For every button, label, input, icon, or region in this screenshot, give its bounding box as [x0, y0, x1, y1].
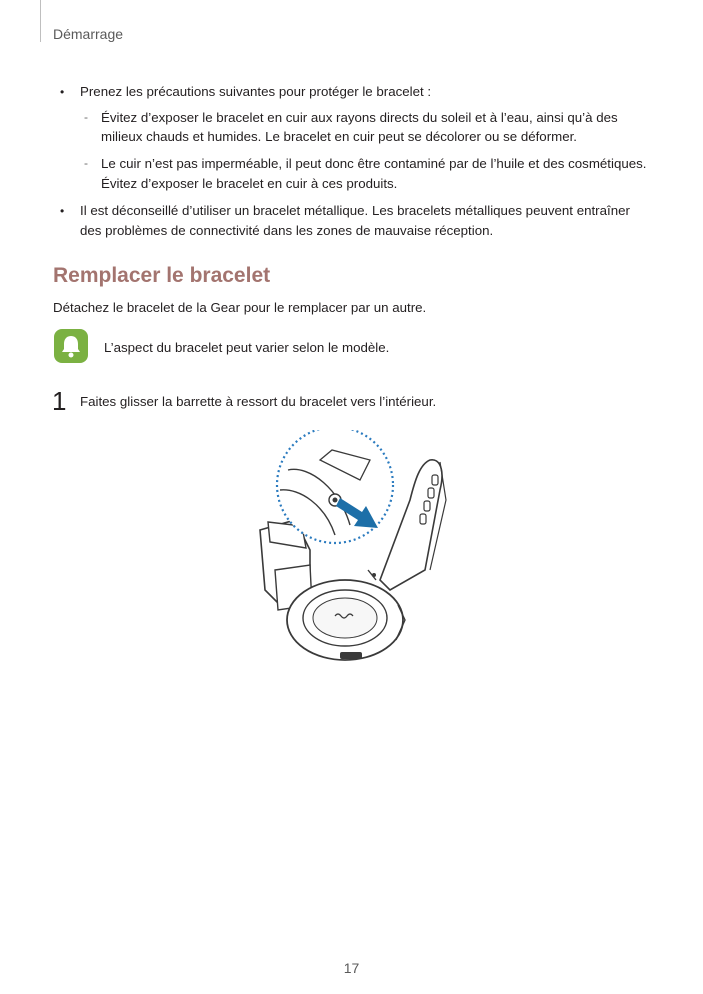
bullet-2-symbol: •: [60, 204, 65, 218]
watch-strap-illustration: [240, 430, 480, 670]
section-intro: Détachez le bracelet de la Gear pour le remplacer par un autre.: [53, 300, 427, 315]
header-title: Démarrage: [53, 26, 124, 42]
header-rule: [40, 0, 41, 42]
subitem-1-line-2: milieux chauds et humides. Le bracelet en cuir peut se décolorer ou se déformer.: [101, 129, 577, 144]
subitem-1-line-1: Évitez d’exposer le bracelet en cuir aux rayons directs du soleil et à l’eau, ainsi qu’à des: [101, 110, 618, 125]
bell-icon: [53, 328, 89, 364]
subitem-2-line-1: Le cuir n’est pas imperméable, il peut donc être contaminé par de l’huile et des cosmétiques.: [101, 156, 647, 171]
section-title: Remplacer le bracelet: [53, 264, 271, 287]
bullet-2-line-1: Il est déconseillé d’utiliser un bracelet métallique. Les bracelets métalliques peuvent entraîner: [80, 203, 630, 218]
note-text: L’aspect du bracelet peut varier selon le modèle.: [104, 340, 390, 355]
subitem-2-dash: -: [84, 156, 88, 170]
subitem-2-line-2: Évitez d’exposer le bracelet en cuir à ces produits.: [101, 176, 398, 191]
subitem-1-dash: -: [84, 110, 88, 124]
bullet-1-text: Prenez les précautions suivantes pour protéger le bracelet :: [80, 84, 432, 99]
bullet-1-symbol: •: [60, 85, 65, 99]
step-number: 1: [52, 386, 67, 416]
page-number: 17: [343, 960, 360, 976]
step-text: Faites glisser la barrette à ressort du bracelet vers l’intérieur.: [80, 394, 437, 409]
bullet-2-line-2: des problèmes de connectivité dans les zones de mauvaise réception.: [80, 223, 494, 238]
